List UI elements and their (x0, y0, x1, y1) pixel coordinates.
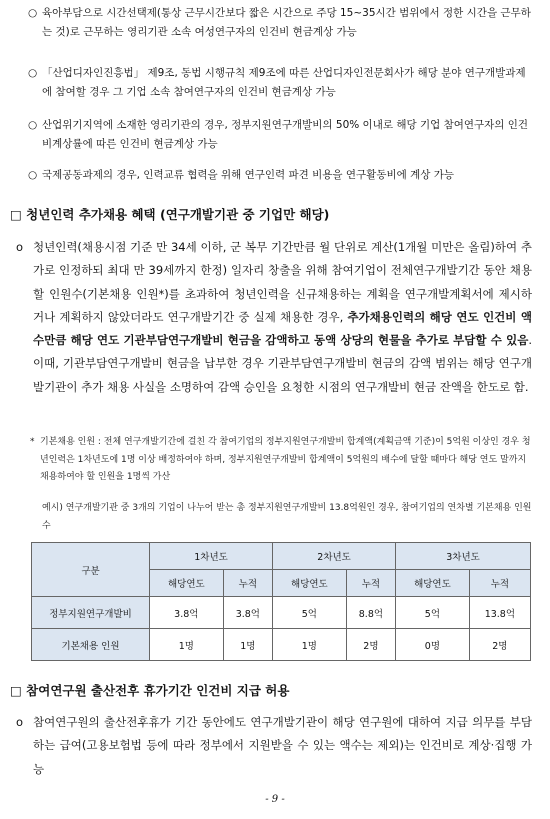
table-row-label: 기본채용 인원 (32, 629, 150, 661)
paragraph-text-bold: 추가채용인력의 해당 연도 인건비 액수만큼 해당 연도 기관부담연구개발비 현금을 감액하고 동액 상당의 현물을 추가로 부담할 수 있음 (33, 309, 532, 348)
table-row (32, 629, 531, 661)
bullet-text: 산업위기지역에 소재한 영리기관의 경우, 정부지원연구개발비의 50% 이내로 해당 기업 참여연구자의 인건비계상률에 따른 인건비 현금계상 가능 (42, 119, 529, 150)
bullet-text: 국제공동과제의 경우, 인력교류 협력을 위해 연구인력 파견 비용을 연구활동비에 계상 가능 (42, 169, 455, 181)
table-cell: 8.8억 (346, 597, 395, 629)
table-subheader: 해당연도 (396, 570, 470, 597)
section-title: 참여연구원 출산전후 휴가기간 인건비 지급 허용 (26, 683, 290, 698)
footnote-marker: * (30, 437, 35, 447)
table-cell: 2명 (469, 629, 530, 661)
table-cell: 1명 (150, 629, 224, 661)
table-year-header: 1차년도 (150, 543, 273, 570)
table-cell: 2명 (346, 629, 395, 661)
bullet-marker: ○ (28, 119, 38, 131)
table-cell: 3.8억 (223, 597, 272, 629)
footnote-text: 기본채용 인원 : 전체 연구개발기간에 걸친 각 참여기업의 정부지원연구개발비 합계액(계획금액 기준)이 5억원 이상인 경우 청년인력은 1차년도에 1명 이상 배정하여야 하며, 정부지원연구개발비 합계액이 5억원의 배수에 달할 때마다 해당 연도 말까지 채용하여야 할 인원을 1명씩 가산 (40, 437, 531, 482)
bullet-marker: ○ (28, 67, 38, 79)
bullet-marker: ○ (28, 7, 38, 19)
bullet-marker: ○ (28, 169, 38, 181)
paragraph-text-part1: 청년인력(채용시점 기준 만 34세 이하, 군 복무 기간만큼 월 단위로 계산(1개월 미만은 올림)하여 추가로 인정하되 최대 만 39세까지 한정) 일자리 창출을 위해 참여기업이 전체연구개발기간 동안 채용할 인원수(기본채용 인원*)를 초과하여 청년인력을 신규채용하는 계획을 연구개발계획서에 제시하거나 계획하지 않았더라도 연구개발기간 중 실제 채용한 경우, (33, 240, 532, 324)
table-subheader: 해당연도 (273, 570, 347, 597)
table-year-header: 3차년도 (396, 543, 531, 570)
bullet-item (28, 166, 534, 185)
page-number: - 9 - (265, 794, 285, 805)
bullet-item (28, 116, 534, 154)
table-cell: 5억 (396, 597, 470, 629)
bullet-text: 「산업디자인진흥법」 제9조, 동법 시행규칙 제9조에 따른 산업디자인전문회사가 해당 분야 연구개발과제에 참여할 경우 그 기업 소속 참여연구자의 인건비 현금계상 가능 (42, 67, 526, 98)
table-corner-header: 구분 (32, 543, 150, 597)
table-subheader: 누적 (346, 570, 395, 597)
section-marker: □ (10, 207, 22, 222)
table-row (32, 597, 531, 629)
paragraph-text-part2: . 이때, 기관부담연구개발비 현금을 납부한 경우 기관부담연구개발비 현금의 감액 범위는 해당 연구개발기관이 추가 채용 사실을 소명하여 감액 승인을 요청한 시점의 연구개발비 현금 잔액을 한도로 함. (33, 333, 532, 394)
table-subheader: 누적 (469, 570, 530, 597)
table-cell: 0명 (396, 629, 470, 661)
section-heading (10, 682, 289, 700)
table-cell: 1명 (273, 629, 347, 661)
table-cell: 3.8억 (150, 597, 224, 629)
table-subheader: 해당연도 (150, 570, 224, 597)
table-cell: 1명 (223, 629, 272, 661)
example-text: 예시) 연구개발기관 중 3개의 기업이 나누어 받는 총 정부지원연구개발비 13.8억원인 경우, 참여기업의 연차별 기본채용 인원수 (42, 503, 532, 531)
table-row-label: 정부지원연구개발비 (32, 597, 150, 629)
section-title: 청년인력 추가채용 혜택 (연구개발기관 중 기업만 해당) (26, 207, 330, 222)
paragraph-marker: o (16, 715, 24, 729)
paragraph (16, 236, 532, 399)
footnote (30, 434, 534, 487)
table-cell: 5억 (273, 597, 347, 629)
table-subheader: 누적 (223, 570, 272, 597)
hiring-table (31, 542, 531, 661)
paragraph (16, 711, 532, 781)
table-cell: 13.8억 (469, 597, 530, 629)
bullet-item (28, 4, 534, 42)
section-marker: □ (10, 683, 22, 698)
section-heading (10, 206, 329, 224)
bullet-item (28, 64, 534, 102)
paragraph-text: 참여연구원의 출산전후휴가 기간 동안에도 연구개발기관이 해당 연구원에 대하여 지급 의무를 부담하는 급여(고용보험법 등에 따라 정부에서 지원받을 수 있는 액수는 제외)는 인건비로 계상·집행 가능 (33, 715, 532, 776)
table-year-header: 2차년도 (273, 543, 396, 570)
paragraph-text (33, 236, 532, 399)
paragraph-marker: o (16, 240, 24, 254)
bullet-text: 육아부담으로 시간선택제(통상 근무시간보다 짧은 시간으로 주당 15~35시간 범위에서 정한 시간을 근무하는 것)로 근무하는 영리기관 소속 여성연구자의 인건비 현금계상 가능 (42, 7, 531, 38)
